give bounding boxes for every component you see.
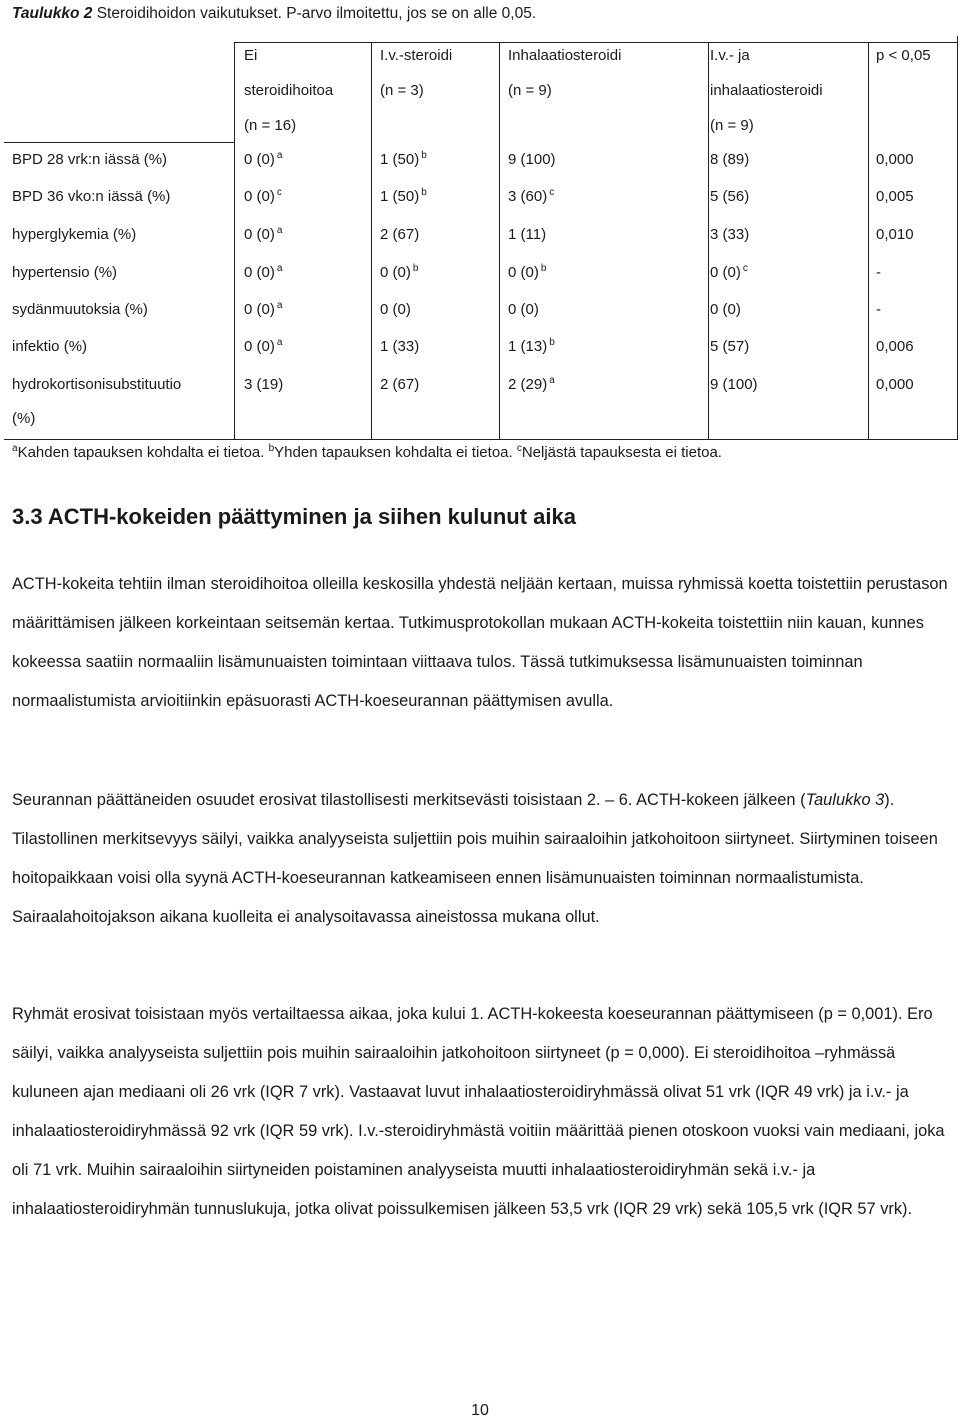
table-col-divider (868, 42, 869, 440)
cell-value: 0 (0) (710, 301, 741, 318)
cell-value: 3 (60) (508, 188, 548, 205)
table-cell (380, 264, 418, 282)
header-p-value: p < 0,05 (876, 47, 931, 64)
paragraph-2-table-ref: Taulukko 3 (805, 791, 885, 809)
table-cell (710, 264, 748, 282)
paragraph-2-text-a: Seurannan päättäneiden osuudet erosivat tilastollisesti merkitsevästi toisistaan 2. – 6. ACTH-kokeen jälkeen ( (12, 791, 806, 809)
paragraph-3: Ryhmät erosivat toisistaan myös vertailtaessa aikaa, joka kului 1. ACTH-kokeesta koeseurannan päättymiseen (p = 0,001). Ero säilyi, vaikka analyyseista suljettiin pois muihin sairaaloihin jatkohoitoon siirtyneet (p = 0,000). Ei steroidihoitoa –ryhmässä kuluneen ajan mediaani oli 26 vrk (IQR 7 vrk). Vastaavat luvut inhalaatiosteroidiryhmässä olivat 51 vrk (IQR 49 vrk) ja i.v.- ja inhalaatiosteroidiryhmässä 92 vrk (IQR 59 vrk). I.v.-steroidiryhmästä voitiin määrittää pienen otoskoon vuoksi vain mediaani, joka oli 71 vrk. Muihin sairaaloihin siirtyneiden poistaminen analyyseista muutti inhalaatiosteroidiryhmän sekä i.v.- ja inhalaatiosteroidiryhmän tunnuslukuja, jotka olivat poissulkemisen jälkeen 53,5 vrk (IQR 29 vrk) sekä 105,5 vrk (IQR 57 vrk). (12, 1005, 945, 1218)
cell-value: 1 (50) (380, 188, 420, 205)
header-iv-inhaled-line2: inhalaatiosteroidi (710, 82, 823, 99)
paragraph-2-text-b: ). Tilastollinen merkitsevyys säilyi, vaikka analyyseista suljettiin pois muihin sairaaloihin jatkohoitoon siirtyneet. Siirtyminen toiseen hoitopaikkaan voisi olla syynä ACTH-koeseurannan katkeamiseen ennen lisämunuaisten toiminnan normaalistumista. Sairaalahoitojakson aikana kuolleita ei analysoitavassa aineistossa mukana ollut. (12, 791, 938, 926)
header-iv-steroid-line1: I.v.-steroidi (380, 47, 453, 64)
cell-value: 0 (0) (244, 264, 275, 281)
cell-value: 0 (0) (380, 264, 411, 281)
table-cell (244, 188, 282, 206)
cell-footnote-mark: b (549, 337, 555, 348)
cell-value: 9 (100) (710, 376, 758, 393)
table-cell (508, 264, 546, 282)
table-cell (710, 376, 758, 394)
table-cell (380, 151, 427, 169)
cell-value: 0 (0) (244, 226, 275, 243)
caption-text: Steroidihoidon vaikutukset. P-arvo ilmoitettu, jos se on alle 0,05. (96, 5, 537, 22)
footnote-text-b: Yhden tapauksen kohdalta ei tietoa. (274, 444, 513, 461)
footnote-mark-a: a (12, 443, 18, 454)
table-cell (876, 301, 881, 319)
row-label: sydänmuutoksia (%) (12, 301, 148, 318)
cell-footnote-mark: a (276, 300, 283, 311)
table-cell (380, 226, 419, 244)
section-heading: 3.3 ACTH-kokeiden päättyminen ja siihen kulunut aika (12, 504, 576, 529)
cell-value: 1 (11) (508, 226, 547, 243)
table-col-divider (371, 42, 372, 440)
paragraph-1: ACTH-kokeita tehtiin ilman steroidihoitoa olleilla keskosilla yhdestä neljään kertaan, muissa ryhmissä koetta toistettiin perustason määrittämisen jälkeen korkeintaan seitsemän kertaa. Tutkimusprotokollan mukaan ACTH-kokeita toistettiin niin kauan, kunnes kokeessa saatiin normaaliin lisämunuaisten toimintaan viittaava tulos. Tässä tutkimuksessa lisämunuaisten toiminnan normaalistumista arvioitiinkin epäsuorasti ACTH-koeseurannan päättymisen avulla. (12, 575, 948, 710)
cell-footnote-mark: a (276, 150, 283, 161)
table-cell (710, 301, 741, 319)
cell-value: 1 (33) (380, 338, 420, 355)
row-label-continued: (%) (12, 410, 36, 427)
cell-footnote-mark: a (276, 337, 283, 348)
cell-value: 3 (19) (244, 376, 284, 393)
cell-value: 0,010 (876, 226, 914, 243)
cell-value: 1 (50) (380, 151, 420, 168)
cell-value: 0 (0) (244, 151, 275, 168)
caption-label: Taulukko 2 (12, 5, 93, 22)
row-label: hypertensio (%) (12, 264, 118, 281)
table-cell (876, 226, 914, 244)
table-cell (508, 338, 555, 356)
cell-value: 5 (57) (710, 338, 750, 355)
table-cell (508, 301, 539, 319)
table-cell (244, 338, 282, 356)
results-table (4, 36, 958, 440)
table-col-divider (499, 42, 500, 440)
cell-value: - (876, 264, 881, 281)
table-cell (244, 376, 283, 394)
cell-value: 0 (0) (380, 301, 411, 318)
cell-footnote-mark: c (549, 187, 555, 198)
cell-value: 0 (0) (244, 338, 275, 355)
header-no-steroid-line2: steroidihoitoa (244, 82, 334, 99)
cell-footnote-mark: c (276, 187, 282, 198)
table-cell (876, 151, 914, 169)
row-label: BPD 36 vko:n iässä (%) (12, 188, 171, 205)
cell-value: 2 (29) (508, 376, 548, 393)
table-cell (244, 151, 282, 169)
table-cell (710, 151, 749, 169)
cell-footnote-mark: a (276, 263, 283, 274)
table-cell (380, 376, 419, 394)
cell-footnote-mark: b (540, 263, 547, 274)
cell-value: 2 (67) (380, 376, 420, 393)
table-cell (710, 188, 749, 206)
header-inhaled-steroid-line2: (n = 9) (508, 82, 552, 99)
table-cell (380, 338, 419, 356)
row-label: hyperglykemia (%) (12, 226, 137, 243)
row-label: hydrokortisonisubstituutio (12, 376, 182, 393)
cell-footnote-mark: a (276, 225, 283, 236)
cell-value: 9 (100) (508, 151, 556, 168)
cell-footnote-mark: b (421, 187, 427, 198)
cell-value: 1 (13) (508, 338, 548, 355)
table-cell (508, 188, 554, 206)
cell-value: 0,000 (876, 376, 914, 393)
header-iv-inhaled-line1: I.v.- ja (710, 47, 750, 64)
cell-footnote-mark: b (421, 150, 427, 161)
cell-value: 0 (0) (508, 264, 539, 281)
header-iv-inhaled-line3: (n = 9) (710, 117, 754, 134)
cell-value: 0 (0) (244, 188, 275, 205)
cell-footnote-mark: a (549, 375, 555, 386)
row-label: infektio (%) (12, 338, 88, 355)
table-cell (876, 376, 914, 394)
table-cell (710, 226, 749, 244)
cell-footnote-mark: c (742, 263, 748, 274)
table-footnote (12, 444, 722, 461)
cell-value: 0 (0) (710, 264, 741, 281)
paragraph-2 (12, 781, 952, 937)
table-cell (244, 226, 282, 244)
table-col-divider (234, 42, 235, 440)
cell-value: 0,005 (876, 188, 914, 205)
footnote-mark-b: b (268, 443, 275, 454)
table-col-divider (708, 42, 709, 440)
table-cell (244, 264, 282, 282)
table-cell (710, 338, 749, 356)
cell-value: 3 (33) (710, 226, 750, 243)
table-cell (380, 188, 427, 206)
page-number: 10 (471, 1402, 489, 1419)
table-cell (876, 188, 914, 206)
table-cell (508, 226, 546, 244)
table-cell (876, 264, 881, 282)
cell-value: 2 (67) (380, 226, 420, 243)
table-top-border (234, 42, 957, 43)
header-no-steroid-line3: (n = 16) (244, 117, 297, 134)
row-label: BPD 28 vrk:n iässä (%) (12, 151, 168, 168)
header-inhaled-steroid-line1: Inhalaatiosteroidi (508, 47, 622, 64)
table-cell (244, 301, 282, 319)
cell-value: 0 (0) (508, 301, 539, 318)
cell-footnote-mark: b (412, 263, 419, 274)
table-caption (12, 5, 536, 23)
cell-value: - (876, 301, 881, 318)
cell-value: 0 (0) (244, 301, 275, 318)
table-cell (508, 376, 555, 394)
cell-value: 0,006 (876, 338, 914, 355)
footnote-text-c: Neljästä tapauksesta ei tietoa. (521, 444, 722, 461)
table-cell (380, 301, 411, 319)
header-no-steroid-line1: Ei (244, 47, 258, 64)
cell-value: 5 (56) (710, 188, 750, 205)
table-header-divider (4, 142, 234, 143)
header-iv-steroid-line2: (n = 3) (380, 82, 424, 99)
table-cell (876, 338, 914, 356)
footnote-text-a: Kahden tapauksen kohdalta ei tietoa. (17, 444, 265, 461)
table-cell (508, 151, 556, 169)
cell-value: 0,000 (876, 151, 914, 168)
cell-value: 8 (89) (710, 151, 750, 168)
footnote-mark-c: c (516, 443, 522, 454)
